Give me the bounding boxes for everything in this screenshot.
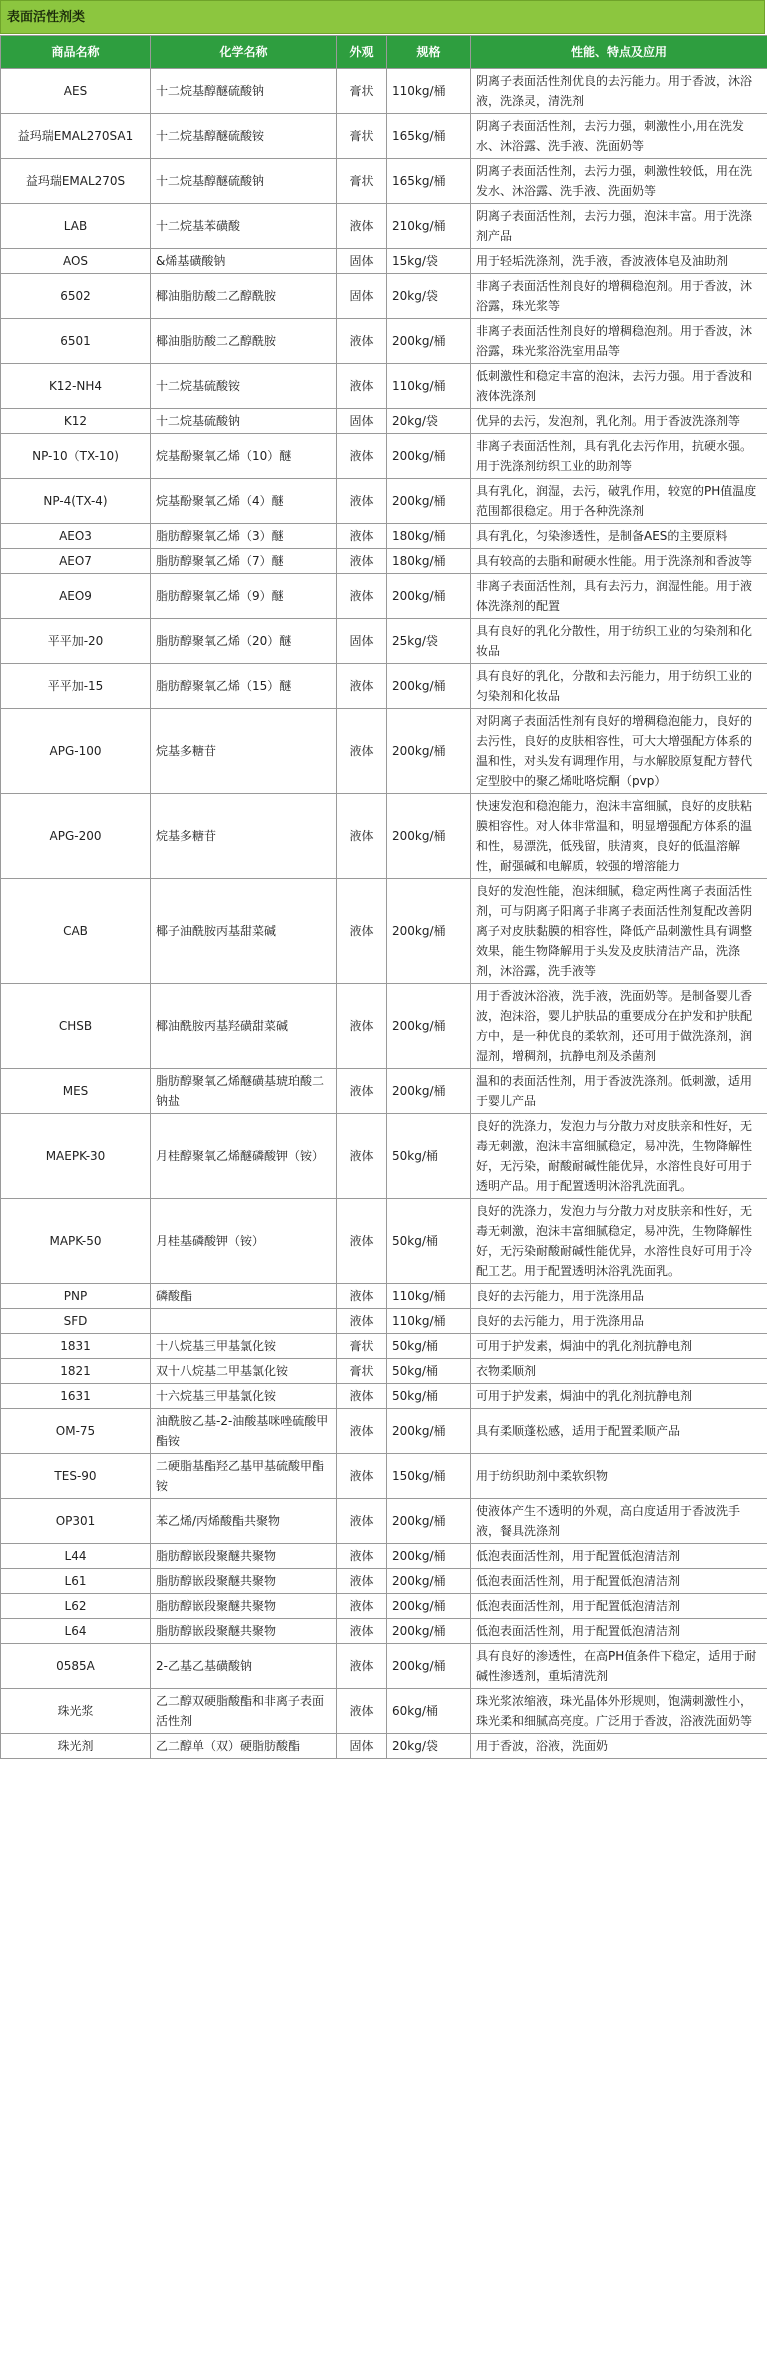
product-name-cell: AEO9: [1, 574, 151, 619]
chemical-name-cell: 双十八烷基二甲基氯化铵: [151, 1359, 337, 1384]
properties-cell: 用于轻垢洗涤剂，洗手液，香波液体皂及油助剂: [471, 249, 767, 274]
chemical-name-cell: 脂肪醇嵌段聚醚共聚物: [151, 1569, 337, 1594]
properties-cell: 用于香波，浴液，洗面奶: [471, 1734, 767, 1759]
table-row: [1, 1569, 767, 1594]
properties-cell: 用于纺织助剂中柔软织物: [471, 1454, 767, 1499]
surfactant-table: [0, 35, 767, 1759]
appearance-cell: 膏状: [337, 159, 387, 204]
chemical-name-cell: 月桂基磷酸钾（铵）: [151, 1199, 337, 1284]
product-name-cell: PNP: [1, 1284, 151, 1309]
product-name-cell: 平平加-20: [1, 619, 151, 664]
appearance-cell: 固体: [337, 1734, 387, 1759]
chemical-name-cell: &烯基磺酸钠: [151, 249, 337, 274]
appearance-cell: 液体: [337, 1384, 387, 1409]
chemical-name-cell: 十二烷基硫酸钠: [151, 409, 337, 434]
spec-cell: 200kg/桶: [387, 1594, 471, 1619]
appearance-cell: 液体: [337, 1114, 387, 1199]
chemical-name-cell: 椰子油酰胺丙基甜菜碱: [151, 879, 337, 984]
product-name-cell: NP-4(TX-4): [1, 479, 151, 524]
chemical-name-cell: 脂肪醇嵌段聚醚共聚物: [151, 1619, 337, 1644]
chemical-name-cell: 十二烷基醇醚硫酸铵: [151, 114, 337, 159]
properties-cell: 良好的洗涤力，发泡力与分散力对皮肤亲和性好，无毒无刺激，泡沫丰富细腻稳定，易冲洗，生物降解性好，无污染，耐酸耐碱性能优异，水溶性良好可用于透明产品。用于配置透明沐浴乳洗面乳。: [471, 1114, 767, 1199]
spec-cell: 50kg/桶: [387, 1359, 471, 1384]
table-row: [1, 114, 767, 159]
table-row: [1, 159, 767, 204]
chemical-name-cell: 磷酸酯: [151, 1284, 337, 1309]
product-name-cell: L62: [1, 1594, 151, 1619]
appearance-cell: 液体: [337, 664, 387, 709]
table-row: [1, 249, 767, 274]
properties-cell: 温和的表面活性剂，用于香波洗涤剂。低刺激，适用于婴儿产品: [471, 1069, 767, 1114]
table-row: [1, 1384, 767, 1409]
properties-cell: 具有柔顺蓬松感，适用于配置柔顺产品: [471, 1409, 767, 1454]
product-name-cell: 珠光剂: [1, 1734, 151, 1759]
spec-cell: 50kg/桶: [387, 1114, 471, 1199]
chemical-name-cell: 椰油脂肪酸二乙醇酰胺: [151, 274, 337, 319]
spec-cell: 20kg/袋: [387, 1734, 471, 1759]
spec-cell: 110kg/桶: [387, 69, 471, 114]
product-name-cell: CAB: [1, 879, 151, 984]
appearance-cell: 液体: [337, 794, 387, 879]
properties-cell: 具有良好的乳化，分散和去污能力，用于纺织工业的匀染剂和化妆品: [471, 664, 767, 709]
properties-cell: 非离子表面活性剂，具有去污力，润湿性能。用于液体洗涤剂的配置: [471, 574, 767, 619]
appearance-cell: 固体: [337, 249, 387, 274]
header-properties: 性能、特点及应用: [471, 36, 767, 69]
product-name-cell: OM-75: [1, 1409, 151, 1454]
table-row: [1, 1309, 767, 1334]
appearance-cell: 液体: [337, 1409, 387, 1454]
chemical-name-cell: 脂肪醇聚氧乙烯（3）醚: [151, 524, 337, 549]
product-name-cell: AEO3: [1, 524, 151, 549]
table-row: [1, 709, 767, 794]
chemical-name-cell: 脂肪醇聚氧乙烯醚磺基琥珀酸二钠盐: [151, 1069, 337, 1114]
properties-cell: 阴离子表面活性剂，去污力强，泡沫丰富。用于洗涤剂产品: [471, 204, 767, 249]
properties-cell: 珠光浆浓缩液，珠光晶体外形规则，饱满刺激性小，珠光柔和细腻高亮度。广泛用于香波，浴液洗面奶等: [471, 1689, 767, 1734]
spec-cell: 200kg/桶: [387, 1544, 471, 1569]
table-row: [1, 1499, 767, 1544]
appearance-cell: 液体: [337, 479, 387, 524]
table-row: [1, 794, 767, 879]
properties-cell: 良好的发泡性能，泡沫细腻，稳定两性离子表面活性剂，可与阴离子阳离子非离子表面活性剂复配改善阴离子对皮肤黏膜的相容性，降低产品刺激性具有调整效果，能生物降解用于头发及皮肤清洁产品，洗涤剂，沐浴露，洗手液等: [471, 879, 767, 984]
chemical-name-cell: 脂肪醇聚氧乙烯（9）醚: [151, 574, 337, 619]
spec-cell: 200kg/桶: [387, 1069, 471, 1114]
appearance-cell: 液体: [337, 709, 387, 794]
properties-cell: 非离子表面活性剂良好的增稠稳泡剂。用于香波，沐浴露，珠光浆浴洗室用品等: [471, 319, 767, 364]
appearance-cell: 液体: [337, 319, 387, 364]
properties-cell: 低泡表面活性剂，用于配置低泡清洁剂: [471, 1544, 767, 1569]
appearance-cell: 膏状: [337, 1359, 387, 1384]
product-name-cell: AOS: [1, 249, 151, 274]
appearance-cell: 膏状: [337, 114, 387, 159]
appearance-cell: 液体: [337, 1309, 387, 1334]
product-name-cell: APG-200: [1, 794, 151, 879]
table-row: [1, 204, 767, 249]
product-name-cell: MAPK-50: [1, 1199, 151, 1284]
product-name-cell: K12: [1, 409, 151, 434]
spec-cell: 200kg/桶: [387, 1409, 471, 1454]
appearance-cell: 液体: [337, 524, 387, 549]
chemical-name-cell: 十二烷基硫酸铵: [151, 364, 337, 409]
properties-cell: 可用于护发素，焗油中的乳化剂抗静电剂: [471, 1384, 767, 1409]
properties-cell: 可用于护发素，焗油中的乳化剂抗静电剂: [471, 1334, 767, 1359]
appearance-cell: 液体: [337, 434, 387, 479]
header-chemical-name: 化学名称: [151, 36, 337, 69]
chemical-name-cell: 椰油脂肪酸二乙醇酰胺: [151, 319, 337, 364]
spec-cell: 200kg/桶: [387, 709, 471, 794]
properties-cell: 低泡表面活性剂，用于配置低泡清洁剂: [471, 1619, 767, 1644]
properties-cell: 优异的去污，发泡剂，乳化剂。用于香波洗涤剂等: [471, 409, 767, 434]
spec-cell: 200kg/桶: [387, 574, 471, 619]
chemical-name-cell: 2-乙基乙基磺酸钠: [151, 1644, 337, 1689]
spec-cell: 20kg/袋: [387, 274, 471, 319]
product-name-cell: AES: [1, 69, 151, 114]
properties-cell: 非离子表面活性剂良好的增稠稳泡剂。用于香波，沐浴露，珠光浆等: [471, 274, 767, 319]
appearance-cell: 膏状: [337, 1334, 387, 1359]
spec-cell: 200kg/桶: [387, 479, 471, 524]
table-row: [1, 879, 767, 984]
properties-cell: 阴离子表面活性剂，去污力强，刺激性小,用在洗发水、沐浴露、洗手液、洗面奶等: [471, 114, 767, 159]
properties-cell: 用于香波沐浴液，洗手液，洗面奶等。是制备婴儿香波，泡沫浴，婴儿护肤品的重要成分在护发和护肤配方中，是一种优良的柔软剂，还可用于做洗涤剂，润湿剂，增稠剂，抗静电剂及杀菌剂: [471, 984, 767, 1069]
chemical-name-cell: 脂肪醇嵌段聚醚共聚物: [151, 1594, 337, 1619]
chemical-name-cell: [151, 1309, 337, 1334]
spec-cell: 50kg/桶: [387, 1334, 471, 1359]
spec-cell: 200kg/桶: [387, 794, 471, 879]
appearance-cell: 液体: [337, 549, 387, 574]
chemical-name-cell: 烷基多糖苷: [151, 794, 337, 879]
table-header-row: [1, 36, 767, 69]
appearance-cell: 液体: [337, 1594, 387, 1619]
spec-cell: 20kg/袋: [387, 409, 471, 434]
spec-cell: 180kg/桶: [387, 549, 471, 574]
table-row: [1, 1334, 767, 1359]
chemical-name-cell: 乙二醇双硬脂酸酯和非离子表面活性剂: [151, 1689, 337, 1734]
appearance-cell: 固体: [337, 409, 387, 434]
table-row: [1, 364, 767, 409]
spec-cell: 165kg/桶: [387, 114, 471, 159]
product-name-cell: NP-10（TX-10): [1, 434, 151, 479]
product-name-cell: SFD: [1, 1309, 151, 1334]
spec-cell: 165kg/桶: [387, 159, 471, 204]
properties-cell: 非离子表面活性剂，具有乳化去污作用，抗硬水强。用于洗涤剂纺织工业的助剂等: [471, 434, 767, 479]
properties-cell: 良好的洗涤力，发泡力与分散力对皮肤亲和性好，无毒无刺激，泡沫丰富细腻稳定，易冲洗，生物降解性好，无污染耐酸耐碱性能优异，水溶性良好可用于冷配工艺。用于配置透明沐浴乳洗面乳。: [471, 1199, 767, 1284]
header-spec: 规格: [387, 36, 471, 69]
table-row: [1, 1069, 767, 1114]
properties-cell: 低刺激性和稳定丰富的泡沫，去污力强。用于香波和液体洗涤剂: [471, 364, 767, 409]
product-name-cell: 0585A: [1, 1644, 151, 1689]
spec-cell: 200kg/桶: [387, 319, 471, 364]
spec-cell: 150kg/桶: [387, 1454, 471, 1499]
product-name-cell: 益玛瑞EMAL270SA1: [1, 114, 151, 159]
table-row: [1, 984, 767, 1069]
properties-cell: 使液体产生不透明的外观，高白度适用于香波洗手液，餐具洗涤剂: [471, 1499, 767, 1544]
spec-cell: 200kg/桶: [387, 434, 471, 479]
table-row: [1, 69, 767, 114]
chemical-name-cell: 脂肪醇聚氧乙烯（7）醚: [151, 549, 337, 574]
appearance-cell: 液体: [337, 1284, 387, 1309]
appearance-cell: 液体: [337, 1454, 387, 1499]
chemical-name-cell: 烷基酚聚氧乙烯（4）醚: [151, 479, 337, 524]
table-title-banner: 表面活性剂类: [0, 0, 765, 34]
table-row: [1, 1544, 767, 1569]
chemical-name-cell: 苯乙烯/丙烯酸酯共聚物: [151, 1499, 337, 1544]
spec-cell: 110kg/桶: [387, 1309, 471, 1334]
product-name-cell: 珠光浆: [1, 1689, 151, 1734]
properties-cell: 具有乳化，润湿，去污，破乳作用，较宽的PH值温度范围都很稳定。用于各种洗涤剂: [471, 479, 767, 524]
chemical-name-cell: 椰油酰胺丙基羟磺甜菜碱: [151, 984, 337, 1069]
properties-cell: 低泡表面活性剂，用于配置低泡清洁剂: [471, 1569, 767, 1594]
chemical-name-cell: 十六烷基三甲基氯化铵: [151, 1384, 337, 1409]
properties-cell: 阴离子表面活性剂，去污力强，刺激性较低，用在洗发水、沐浴露、洗手液、洗面奶等: [471, 159, 767, 204]
product-name-cell: MAEPK-30: [1, 1114, 151, 1199]
spec-cell: 200kg/桶: [387, 664, 471, 709]
spec-cell: 180kg/桶: [387, 524, 471, 549]
appearance-cell: 液体: [337, 204, 387, 249]
appearance-cell: 液体: [337, 1199, 387, 1284]
properties-cell: 良好的去污能力，用于洗涤用品: [471, 1309, 767, 1334]
chemical-name-cell: 油酰胺乙基-2-油酸基咪唑硫酸甲酯铵: [151, 1409, 337, 1454]
table-row: [1, 319, 767, 364]
table-row: [1, 1619, 767, 1644]
header-product-name: 商品名称: [1, 36, 151, 69]
properties-cell: 阴离子表面活性剂优良的去污能力。用于香波，沐浴液，洗涤灵，清洗剂: [471, 69, 767, 114]
chemical-name-cell: 十二烷基醇醚硫酸钠: [151, 159, 337, 204]
product-name-cell: 6502: [1, 274, 151, 319]
product-name-cell: CHSB: [1, 984, 151, 1069]
table-row: [1, 524, 767, 549]
properties-cell: 具有良好的乳化分散性，用于纺织工业的匀染剂和化妆品: [471, 619, 767, 664]
properties-cell: 对阴离子表面活性剂有良好的增稠稳泡能力，良好的去污性，良好的皮肤相容性，可大大增强配方体系的温和性，对头发有调理作用，与水解胶原复配方替代定型胶中的聚乙烯吡咯烷酮（pvp）: [471, 709, 767, 794]
appearance-cell: 膏状: [337, 69, 387, 114]
properties-cell: 具有乳化，匀染渗透性，是制备AES的主要原料: [471, 524, 767, 549]
product-name-cell: K12-NH4: [1, 364, 151, 409]
table-row: [1, 1409, 767, 1454]
appearance-cell: 液体: [337, 1544, 387, 1569]
spec-cell: 200kg/桶: [387, 1499, 471, 1544]
table-row: [1, 549, 767, 574]
properties-cell: 具有较高的去脂和耐硬水性能。用于洗涤剂和香波等: [471, 549, 767, 574]
spec-cell: 60kg/桶: [387, 1689, 471, 1734]
appearance-cell: 液体: [337, 1644, 387, 1689]
product-name-cell: L64: [1, 1619, 151, 1644]
table-row: [1, 619, 767, 664]
product-name-cell: 益玛瑞EMAL270S: [1, 159, 151, 204]
product-name-cell: L44: [1, 1544, 151, 1569]
properties-cell: 良好的去污能力，用于洗涤用品: [471, 1284, 767, 1309]
table-row: [1, 1644, 767, 1689]
chemical-name-cell: 脂肪醇嵌段聚醚共聚物: [151, 1544, 337, 1569]
table-row: [1, 574, 767, 619]
appearance-cell: 液体: [337, 364, 387, 409]
appearance-cell: 液体: [337, 879, 387, 984]
spec-cell: 200kg/桶: [387, 1619, 471, 1644]
product-name-cell: OP301: [1, 1499, 151, 1544]
properties-cell: 低泡表面活性剂，用于配置低泡清洁剂: [471, 1594, 767, 1619]
table-row: [1, 434, 767, 479]
product-name-cell: AEO7: [1, 549, 151, 574]
appearance-cell: 液体: [337, 1569, 387, 1594]
properties-cell: 快速发泡和稳泡能力，泡沫丰富细腻，良好的皮肤粘膜相容性。对人体非常温和，明显增强配方体系的温和性，易漂洗，低残留，肤清爽，良好的低温溶解性，耐强碱和电解质，较强的增溶能力: [471, 794, 767, 879]
spec-cell: 50kg/桶: [387, 1384, 471, 1409]
product-name-cell: 1831: [1, 1334, 151, 1359]
appearance-cell: 液体: [337, 1499, 387, 1544]
spec-cell: 200kg/桶: [387, 984, 471, 1069]
properties-cell: 衣物柔顺剂: [471, 1359, 767, 1384]
table-row: [1, 409, 767, 434]
appearance-cell: 液体: [337, 1619, 387, 1644]
chemical-name-cell: 烷基多糖苷: [151, 709, 337, 794]
chemical-name-cell: 月桂醇聚氧乙烯醚磷酸钾（铵）: [151, 1114, 337, 1199]
spec-cell: 110kg/桶: [387, 1284, 471, 1309]
product-name-cell: L61: [1, 1569, 151, 1594]
table-row: [1, 1594, 767, 1619]
appearance-cell: 液体: [337, 1069, 387, 1114]
spec-cell: 200kg/桶: [387, 1644, 471, 1689]
table-row: [1, 274, 767, 319]
spec-cell: 25kg/袋: [387, 619, 471, 664]
chemical-name-cell: 十二烷基苯磺酸: [151, 204, 337, 249]
spec-cell: 50kg/桶: [387, 1199, 471, 1284]
appearance-cell: 液体: [337, 574, 387, 619]
product-name-cell: APG-100: [1, 709, 151, 794]
table-row: [1, 1734, 767, 1759]
appearance-cell: 固体: [337, 274, 387, 319]
product-name-cell: TES-90: [1, 1454, 151, 1499]
chemical-name-cell: 乙二醇单（双）硬脂肪酸酯: [151, 1734, 337, 1759]
table-row: [1, 1284, 767, 1309]
product-name-cell: 1631: [1, 1384, 151, 1409]
spec-cell: 200kg/桶: [387, 879, 471, 984]
properties-cell: 具有良好的渗透性，在高PH值条件下稳定，适用于耐碱性渗透剂，重垢清洗剂: [471, 1644, 767, 1689]
product-name-cell: 6501: [1, 319, 151, 364]
spec-cell: 200kg/桶: [387, 1569, 471, 1594]
spec-cell: 110kg/桶: [387, 364, 471, 409]
table-row: [1, 479, 767, 524]
table-row: [1, 1199, 767, 1284]
spec-cell: 210kg/桶: [387, 204, 471, 249]
spec-cell: 15kg/袋: [387, 249, 471, 274]
appearance-cell: 固体: [337, 619, 387, 664]
product-name-cell: 1821: [1, 1359, 151, 1384]
table-row: [1, 1689, 767, 1734]
product-name-cell: 平平加-15: [1, 664, 151, 709]
appearance-cell: 液体: [337, 1689, 387, 1734]
table-body: [1, 69, 767, 1759]
product-name-cell: LAB: [1, 204, 151, 249]
chemical-name-cell: 十二烷基醇醚硫酸钠: [151, 69, 337, 114]
table-row: [1, 1114, 767, 1199]
chemical-name-cell: 脂肪醇聚氧乙烯（15）醚: [151, 664, 337, 709]
appearance-cell: 液体: [337, 984, 387, 1069]
header-appearance: 外观: [337, 36, 387, 69]
chemical-name-cell: 烷基酚聚氧乙烯（10）醚: [151, 434, 337, 479]
chemical-name-cell: 二硬脂基酯羟乙基甲基硫酸甲酯铵: [151, 1454, 337, 1499]
product-name-cell: MES: [1, 1069, 151, 1114]
chemical-name-cell: 脂肪醇聚氧乙烯（20）醚: [151, 619, 337, 664]
table-row: [1, 664, 767, 709]
table-row: [1, 1359, 767, 1384]
chemical-name-cell: 十八烷基三甲基氯化铵: [151, 1334, 337, 1359]
table-row: [1, 1454, 767, 1499]
